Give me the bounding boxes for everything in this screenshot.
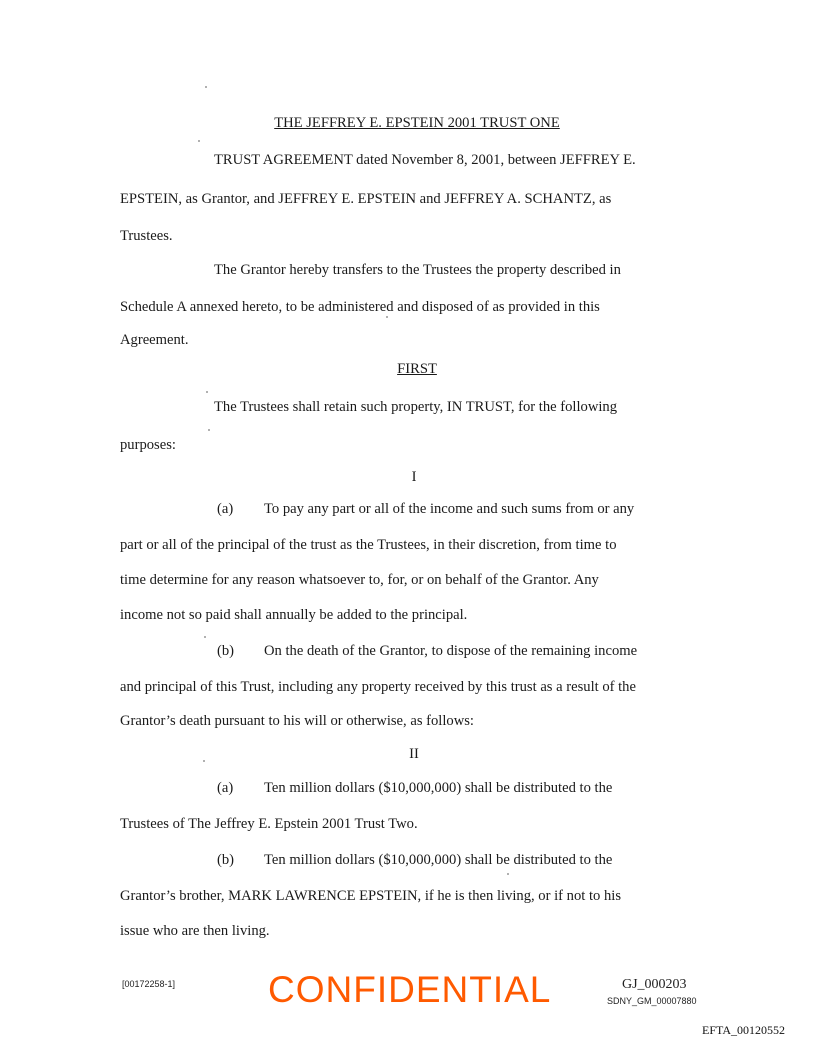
transfer-line-3: Agreement. [120, 332, 189, 348]
para-1b-label: (b) [217, 643, 235, 659]
para-1a-line-4: income not so paid shall annually be added to the principal. [120, 607, 468, 623]
para-2b-line-3: issue who are then living. [120, 923, 270, 939]
section-numeral-1: I [411, 469, 417, 485]
purposes-line-2: purposes: [120, 437, 176, 453]
para-1a-line-2: part or all of the principal of the trust as the Trustees, in their discretion, from time to [120, 537, 617, 553]
transfer-line-1: The Grantor hereby transfers to the Trustees the property described in [214, 262, 621, 278]
purposes-line-1: The Trustees shall retain such property, IN TRUST, for the following [214, 399, 618, 415]
para-2b-line-2: Grantor’s brother, MARK LAWRENCE EPSTEIN, if he is then living, or if not to his [120, 888, 622, 904]
preamble-line-1: TRUST AGREEMENT dated November 8, 2001, between JEFFREY E. [214, 152, 636, 168]
scan-speck [208, 429, 210, 431]
scan-speck [203, 760, 205, 762]
scan-speck [507, 873, 509, 875]
section-numeral-2: II [409, 746, 419, 762]
document-id: [00172258-1] [122, 979, 176, 989]
scan-speck [204, 636, 206, 638]
para-2b-line-1: Ten million dollars ($10,000,000) shall be distributed to the [264, 852, 613, 868]
para-1a-label: (a) [217, 501, 234, 517]
scan-speck [198, 140, 200, 142]
scan-speck [206, 391, 208, 393]
para-2a-line-1: Ten million dollars ($10,000,000) shall be distributed to the [264, 780, 613, 796]
para-1a-line-3: time determine for any reason whatsoever to, for, or on behalf of the Grantor. Any [120, 572, 599, 588]
scan-speck [205, 86, 207, 88]
bates-number-sdny: SDNY_GM_00007880 [607, 996, 697, 1006]
para-1a-line-1: To pay any part or all of the income and such sums from or any [264, 501, 635, 517]
transfer-line-2: Schedule A annexed hereto, to be administered and disposed of as provided in this [120, 299, 600, 315]
confidential-stamp: CONFIDENTIAL [268, 969, 552, 1010]
article-heading: FIRST [397, 361, 437, 377]
document-title: THE JEFFREY E. EPSTEIN 2001 TRUST ONE [274, 115, 560, 131]
para-2b-label: (b) [217, 852, 235, 868]
para-2a-line-2: Trustees of The Jeffrey E. Epstein 2001 Trust Two. [120, 816, 418, 832]
scan-speck [386, 316, 388, 318]
para-2a-label: (a) [217, 780, 234, 796]
preamble-line-3: Trustees. [120, 228, 173, 244]
para-1b-line-1: On the death of the Grantor, to dispose of the remaining income [264, 643, 638, 659]
bates-number-gj: GJ_000203 [622, 977, 687, 992]
para-1b-line-2: and principal of this Trust, including any property received by this trust as a result of the [120, 679, 636, 695]
preamble-line-2: EPSTEIN, as Grantor, and JEFFREY E. EPSTEIN and JEFFREY A. SCHANTZ, as [120, 191, 612, 207]
para-1b-line-3: Grantor’s death pursuant to his will or otherwise, as follows: [120, 713, 474, 729]
efta-number: EFTA_00120552 [702, 1023, 786, 1037]
